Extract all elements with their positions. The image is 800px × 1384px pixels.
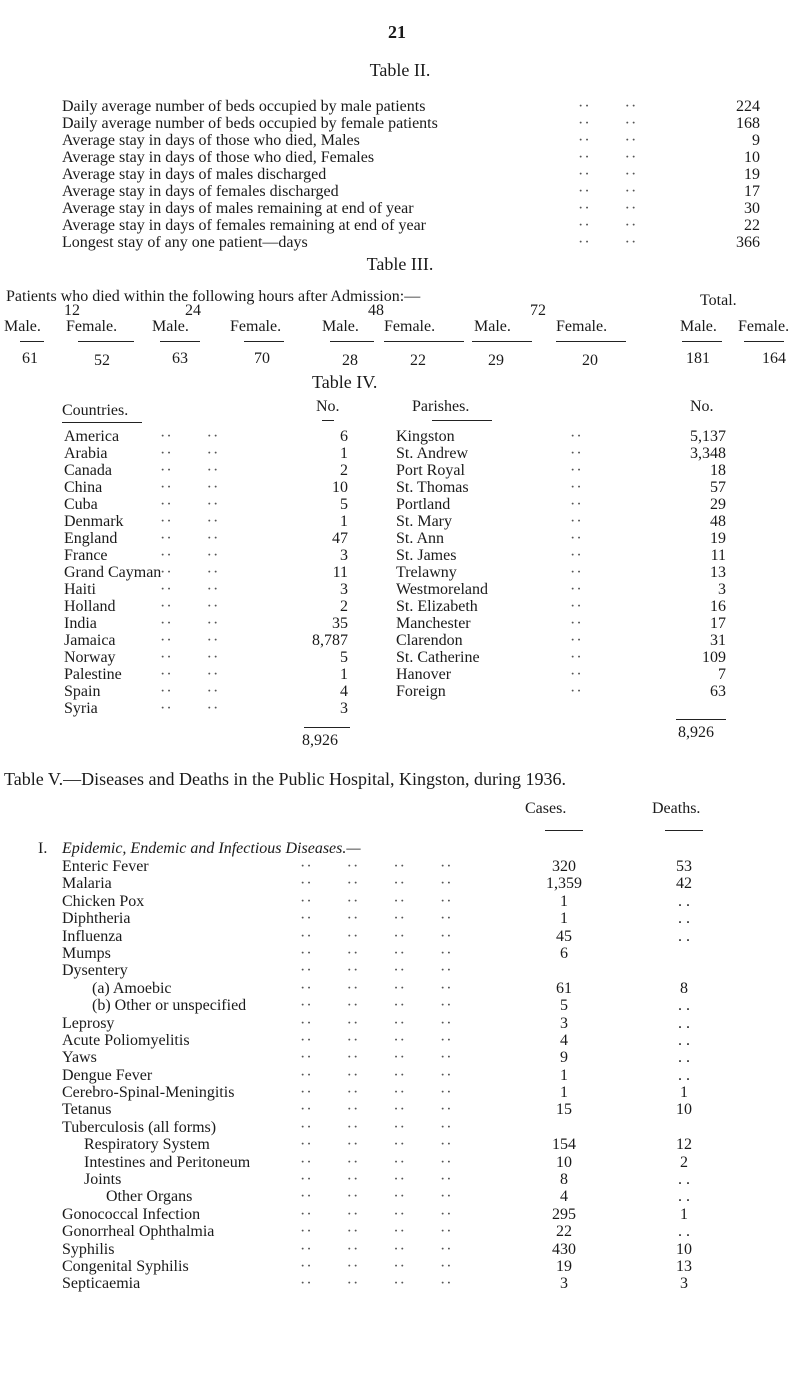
disease-cases: 15 (556, 1101, 572, 1119)
country-count: 1 (340, 513, 348, 530)
disease-cases: 1 (560, 1066, 568, 1084)
disease-cases: 22 (556, 1223, 572, 1241)
country-count: 3 (340, 700, 348, 717)
disease-name: Septicaemia (62, 1275, 141, 1293)
leader-dots: ·· ·· (578, 166, 638, 183)
parish-name: Kingston (396, 428, 455, 445)
t4-country-leaders (160, 428, 219, 717)
parish-count: 29 (710, 496, 726, 513)
parish-name: Foreign (396, 683, 446, 700)
disease-deaths: 12 (676, 1136, 692, 1154)
leader-dots: ·· ·· ·· ·· (300, 1049, 453, 1067)
parish-count: 13 (710, 564, 726, 581)
t4-header-no1: No. (316, 398, 340, 415)
country-name: England (64, 530, 118, 547)
leader-dots: ·· ·· (160, 530, 220, 547)
disease-cases: 1 (560, 1084, 568, 1102)
disease-name: Chicken Pox (62, 892, 145, 910)
disease-name: Tuberculosis (all forms) (62, 1118, 217, 1136)
leader-dots: ·· ·· ·· ·· (300, 944, 453, 962)
t3-sub-7: Female. (556, 318, 608, 335)
parish-name: St. Elizabeth (396, 598, 478, 615)
disease-cases: 8 (560, 1171, 568, 1189)
leader-dots: ·· (570, 683, 583, 700)
disease-name: Tetanus (62, 1101, 112, 1119)
disease-name: Cerebro-Spinal-Meningitis (62, 1084, 235, 1102)
t5-disease-names (62, 858, 250, 1293)
leader-dots: ·· ·· ·· ·· (300, 1223, 453, 1241)
leader-dots: ·· ·· ·· ·· (300, 1118, 453, 1136)
leader-dots: ·· ·· ·· ·· (300, 1066, 453, 1084)
leader-dots: ·· ·· ·· ·· (300, 1101, 453, 1119)
parish-count: 109 (702, 649, 726, 666)
country-count: 2 (340, 598, 348, 615)
disease-name: Malaria (62, 875, 112, 893)
leader-dots: ·· ·· (160, 598, 220, 615)
table2-row-label: Average stay in days of females discharged (62, 183, 339, 200)
leader-dots: ·· (570, 513, 583, 530)
parish-name: St. Ann (396, 530, 445, 547)
disease-name: Leprosy (62, 1014, 115, 1032)
table2-labels (62, 98, 662, 251)
table3-group-72: 72 (530, 302, 546, 319)
disease-name: Intestines and Peritoneum (84, 1153, 251, 1171)
leader-dots: ·· ·· ·· ·· (300, 875, 453, 893)
disease-cases: 10 (556, 1153, 572, 1171)
disease-cases: 295 (552, 1205, 576, 1223)
country-name: Palestine (64, 666, 122, 683)
leader-dots: ·· (570, 632, 583, 649)
leader-dots: ·· ·· ·· ·· (300, 927, 453, 945)
disease-name: Dysentery (62, 962, 128, 980)
parish-name: Port Royal (396, 462, 465, 479)
parish-count: 18 (710, 462, 726, 479)
disease-deaths: . . (678, 1014, 690, 1032)
disease-name: Diphtheria (62, 910, 131, 928)
disease-cases: 320 (552, 858, 576, 875)
leader-dots: ·· ·· ·· ·· (300, 1136, 453, 1154)
table2-row-value: 366 (736, 234, 760, 251)
disease-cases: 4 (560, 1188, 568, 1206)
country-name: India (64, 615, 97, 632)
parish-count: 11 (710, 547, 726, 564)
table3-group-12: 12 (64, 302, 80, 319)
leader-dots: ·· (570, 649, 583, 666)
leader-dots: ·· ·· (160, 513, 220, 530)
table5-title: Table V.—Diseases and Deaths in the Public Hospital, Kingston, during 1936. (4, 769, 567, 789)
parish-name: Manchester (396, 615, 471, 632)
leader-dots: ·· ·· (160, 615, 220, 632)
leader-dots: ·· ·· ·· ·· (300, 1188, 453, 1206)
table2-row-label: Average stay in days of those who died, Females (62, 149, 375, 166)
country-count: 10 (332, 479, 348, 496)
leader-dots: ·· (570, 496, 583, 513)
disease-deaths: . . (678, 892, 690, 910)
leader-dots: ·· ·· ·· ·· (300, 1240, 453, 1258)
t4-country-numbers (270, 428, 348, 717)
parish-name: Hanover (396, 666, 452, 683)
disease-deaths: . . (678, 1171, 690, 1189)
leader-dots: ·· ·· ·· ·· (300, 1257, 453, 1275)
t3-sub-1: Female. (66, 318, 118, 335)
disease-name: Syphilis (62, 1240, 115, 1258)
t3-sub-8: Male. (680, 318, 717, 335)
country-count: 5 (340, 496, 348, 513)
t5-leaders (300, 858, 453, 1293)
leader-dots: ·· ·· ·· ·· (300, 979, 453, 997)
t3-sub-3: Female. (230, 318, 282, 335)
table2-row-label: Average stay in days of those who died, Males (62, 132, 360, 149)
leader-dots: ·· (570, 598, 583, 615)
leader-dots: ·· ·· (578, 234, 638, 251)
leader-dots: ·· (570, 615, 583, 632)
t3-sub-9: Female. (738, 318, 790, 335)
leader-dots: ·· ·· (160, 462, 220, 479)
table2-row-value: 30 (744, 200, 760, 217)
table2-leaders (578, 98, 698, 251)
disease-deaths: 3 (680, 1275, 688, 1293)
leader-dots: ·· (570, 462, 583, 479)
parish-name: St. Catherine (396, 649, 480, 666)
table2-row-value: 17 (744, 183, 760, 200)
disease-cases: 430 (552, 1240, 576, 1258)
disease-deaths: . . (678, 1188, 690, 1206)
disease-deaths: 53 (676, 858, 692, 875)
t4-parish-numbers (640, 428, 726, 700)
disease-deaths: 8 (680, 979, 688, 997)
leader-dots: ·· ·· (160, 496, 220, 513)
leader-dots: ·· ·· ·· ·· (300, 892, 453, 910)
leader-dots: ·· ·· (160, 445, 220, 462)
t3-val-7: 20 (582, 352, 598, 369)
country-count: 4 (340, 683, 348, 700)
country-count: 3 (340, 581, 348, 598)
table3-group-48: 48 (368, 302, 384, 319)
leader-dots: ·· (570, 445, 583, 462)
parish-name: St. James (396, 547, 457, 564)
t3-sub-2: Male. (152, 318, 189, 335)
disease-name: Yaws (62, 1049, 97, 1067)
table2-row-value: 224 (736, 98, 760, 115)
country-name: Arabia (64, 445, 108, 462)
table3-group-total: Total. (700, 292, 737, 309)
table2-row-value: 168 (736, 115, 760, 132)
leader-dots: ·· (570, 479, 583, 496)
disease-deaths: . . (678, 1031, 690, 1049)
country-count: 5 (340, 649, 348, 666)
table2-row-label: Average stay in days of males remaining at end of year (62, 200, 414, 217)
leader-dots: ·· ·· (578, 115, 638, 132)
leader-dots: ·· ·· ·· ·· (300, 1275, 453, 1293)
table2-title: Table II. (369, 60, 431, 80)
parish-count: 17 (710, 615, 726, 632)
t3-val-9: 164 (762, 350, 786, 367)
country-name: Jamaica (64, 632, 116, 649)
disease-deaths: 1 (680, 1205, 688, 1223)
leader-dots: ·· ·· (578, 183, 638, 200)
disease-cases: 1 (560, 892, 568, 910)
disease-cases: 9 (560, 1049, 568, 1067)
disease-cases (530, 1119, 598, 1136)
t4-country-names (64, 428, 161, 717)
leader-dots: ·· (570, 547, 583, 564)
leader-dots: ·· ·· (160, 649, 220, 666)
disease-deaths: . . (678, 1223, 690, 1241)
disease-deaths: 2 (680, 1153, 688, 1171)
country-count: 1 (340, 666, 348, 683)
leader-dots: ·· ·· (160, 700, 220, 717)
disease-name: Joints (84, 1171, 122, 1189)
disease-deaths: . . (678, 1066, 690, 1084)
country-name: Denmark (64, 513, 124, 530)
t4-total-countries: 8,926 (302, 732, 338, 749)
leader-dots: ·· ·· (160, 581, 220, 598)
country-name: America (64, 428, 120, 445)
parish-count: 48 (710, 513, 726, 530)
disease-deaths: . . (678, 997, 690, 1015)
table3-title: Table III. (366, 254, 434, 274)
leader-dots: ·· (570, 530, 583, 547)
leader-dots: ·· ·· (578, 132, 638, 149)
t4-header-no2: No. (690, 398, 714, 415)
t4-parish-leaders (570, 428, 583, 700)
country-count: 35 (332, 615, 348, 632)
table3-heading: Patients who died within the following hours after Admission:— (6, 288, 421, 305)
parish-count: 7 (718, 666, 726, 683)
country-count: 3 (340, 547, 348, 564)
parish-name: Westmoreland (396, 581, 489, 598)
leader-dots: ·· ·· (578, 149, 638, 166)
parish-name: St. Thomas (396, 479, 469, 496)
t5-cases-values (530, 858, 598, 1293)
country-count: 6 (340, 428, 348, 445)
leader-dots: ·· ·· ·· ·· (300, 1084, 453, 1102)
disease-name: (b) Other or unspecified (92, 997, 247, 1015)
leader-dots: ·· ·· ·· ·· (300, 1171, 453, 1189)
table3-group-24: 24 (185, 302, 201, 319)
country-name: Syria (64, 700, 98, 717)
leader-dots: ·· ·· ·· ·· (300, 910, 453, 928)
disease-deaths: . . (678, 927, 690, 945)
disease-name: Respiratory System (84, 1136, 210, 1154)
leader-dots: ·· (570, 428, 583, 445)
table4-title: Table IV. (312, 372, 378, 392)
disease-name: Dengue Fever (62, 1066, 153, 1084)
table2-row-label: Average stay in days of males discharged (62, 166, 327, 183)
leader-dots: ·· ·· (578, 200, 638, 217)
t3-val-0: 61 (22, 350, 38, 367)
country-count: 11 (332, 564, 348, 581)
leader-dots: ·· ·· (578, 217, 638, 234)
leader-dots: ·· ·· (160, 632, 220, 649)
t5-deaths-values (650, 858, 718, 1293)
table2-row-value: 9 (752, 132, 760, 149)
disease-name: Other Organs (106, 1188, 193, 1206)
t3-val-6: 29 (488, 352, 504, 369)
country-name: Haiti (64, 581, 96, 598)
parish-count: 5,137 (690, 428, 726, 445)
disease-cases: 154 (552, 1136, 576, 1154)
disease-name: Congenital Syphilis (62, 1257, 189, 1275)
disease-name: Gonorrheal Ophthalmia (62, 1223, 215, 1241)
t3-sub-5: Female. (384, 318, 436, 335)
parish-name: Portland (396, 496, 451, 513)
parish-name: St. Mary (396, 513, 452, 530)
t3-val-8: 181 (686, 350, 710, 367)
disease-cases: 45 (556, 927, 572, 945)
country-count: 2 (340, 462, 348, 479)
t3-val-4: 28 (342, 352, 358, 369)
t3-val-5: 22 (410, 352, 426, 369)
country-count: 47 (332, 530, 348, 547)
t3-sub-6: Male. (474, 318, 511, 335)
t3-val-3: 70 (254, 350, 270, 367)
parish-count: 3 (718, 581, 726, 598)
leader-dots: ·· ·· ·· ·· (300, 1031, 453, 1049)
leader-dots: ·· ·· ·· ·· (300, 1153, 453, 1171)
parish-count: 63 (710, 683, 726, 700)
t3-sub-4: Male. (322, 318, 359, 335)
country-name: Norway (64, 649, 116, 666)
leader-dots: ·· ·· (160, 547, 220, 564)
disease-name: Influenza (62, 927, 123, 945)
country-name: Cuba (64, 496, 98, 513)
country-name: France (64, 547, 108, 564)
disease-deaths (650, 1119, 718, 1136)
parish-name: Trelawny (396, 564, 457, 581)
disease-deaths: 1 (680, 1084, 688, 1102)
t4-parish-names (396, 428, 488, 700)
parish-count: 31 (710, 632, 726, 649)
disease-deaths: 13 (676, 1257, 692, 1275)
parish-count: 3,348 (690, 445, 726, 462)
disease-cases: 4 (560, 1031, 568, 1049)
disease-deaths: 10 (676, 1240, 692, 1258)
disease-cases: 1,359 (546, 875, 582, 893)
leader-dots: ·· ·· (160, 683, 220, 700)
t4-header-parishes: Parishes. (412, 398, 470, 415)
disease-cases: 19 (556, 1257, 572, 1275)
disease-cases: 6 (560, 944, 568, 962)
leader-dots: ·· (570, 581, 583, 598)
table2-row-value: 22 (744, 217, 760, 234)
table2-row-label: Daily average number of beds occupied by male patients (62, 98, 426, 115)
parish-name: Clarendon (396, 632, 463, 649)
disease-name: Mumps (62, 944, 111, 962)
country-count: 8,787 (312, 632, 348, 649)
leader-dots: ·· ·· (160, 564, 220, 581)
leader-dots: ·· ·· (160, 479, 220, 496)
t4-total-parishes: 8,926 (678, 724, 714, 741)
table2-row-value: 19 (744, 166, 760, 183)
disease-cases (530, 962, 598, 979)
disease-deaths (650, 945, 718, 962)
t3-sub-0: Male. (4, 318, 41, 335)
country-name: Holland (64, 598, 116, 615)
country-count: 1 (340, 445, 348, 462)
leader-dots: ·· ·· (160, 666, 220, 683)
leader-dots: ·· ·· ·· ·· (300, 997, 453, 1015)
disease-cases: 3 (560, 1275, 568, 1293)
leader-dots: ·· ·· ·· ·· (300, 962, 453, 980)
table2-row-label: Daily average number of beds occupied by female patients (62, 115, 438, 132)
disease-name: Gonococcal Infection (62, 1205, 201, 1223)
t5-col-deaths: Deaths. (652, 800, 701, 817)
country-name: Canada (64, 462, 112, 479)
table2-row-label: Average stay in days of females remaining at end of year (62, 217, 426, 234)
leader-dots: ·· ·· ·· ·· (300, 1014, 453, 1032)
t5-section-title: Epidemic, Endemic and Infectious Diseases.— (62, 840, 361, 857)
page-number: 21 (388, 22, 406, 42)
leader-dots: ·· ·· (160, 428, 220, 445)
disease-name: Acute Poliomyelitis (62, 1031, 190, 1049)
disease-cases: 3 (560, 1014, 568, 1032)
parish-count: 16 (710, 598, 726, 615)
t5-col-cases: Cases. (525, 800, 567, 817)
disease-name: Enteric Fever (62, 858, 149, 875)
t5-section-number: I. (38, 840, 48, 857)
table2-values (700, 98, 760, 251)
leader-dots: ·· (570, 564, 583, 581)
disease-deaths: 42 (676, 875, 692, 893)
disease-cases: 61 (556, 979, 572, 997)
parish-count: 19 (710, 530, 726, 547)
t3-val-1: 52 (94, 352, 110, 369)
table2-row-value: 10 (744, 149, 760, 166)
leader-dots: ·· ·· (578, 98, 638, 115)
parish-count: 57 (710, 479, 726, 496)
disease-deaths (650, 962, 718, 979)
leader-dots: ·· ·· ·· ·· (300, 1205, 453, 1223)
country-name: Spain (64, 683, 101, 700)
disease-deaths: . . (678, 910, 690, 928)
table2-row-label: Longest stay of any one patient—days (62, 234, 308, 251)
disease-cases: 5 (560, 997, 568, 1015)
leader-dots: ·· ·· ·· ·· (300, 858, 453, 875)
disease-deaths: 10 (676, 1101, 692, 1119)
parish-name: St. Andrew (396, 445, 468, 462)
country-name: Grand Cayman (64, 564, 162, 581)
t3-val-2: 63 (172, 350, 188, 367)
country-name: China (64, 479, 103, 496)
disease-deaths: . . (678, 1049, 690, 1067)
leader-dots: ·· (570, 666, 583, 683)
t4-header-countries: Countries. (62, 402, 129, 419)
disease-name: (a) Amoebic (92, 979, 172, 997)
disease-cases: 1 (560, 910, 568, 928)
